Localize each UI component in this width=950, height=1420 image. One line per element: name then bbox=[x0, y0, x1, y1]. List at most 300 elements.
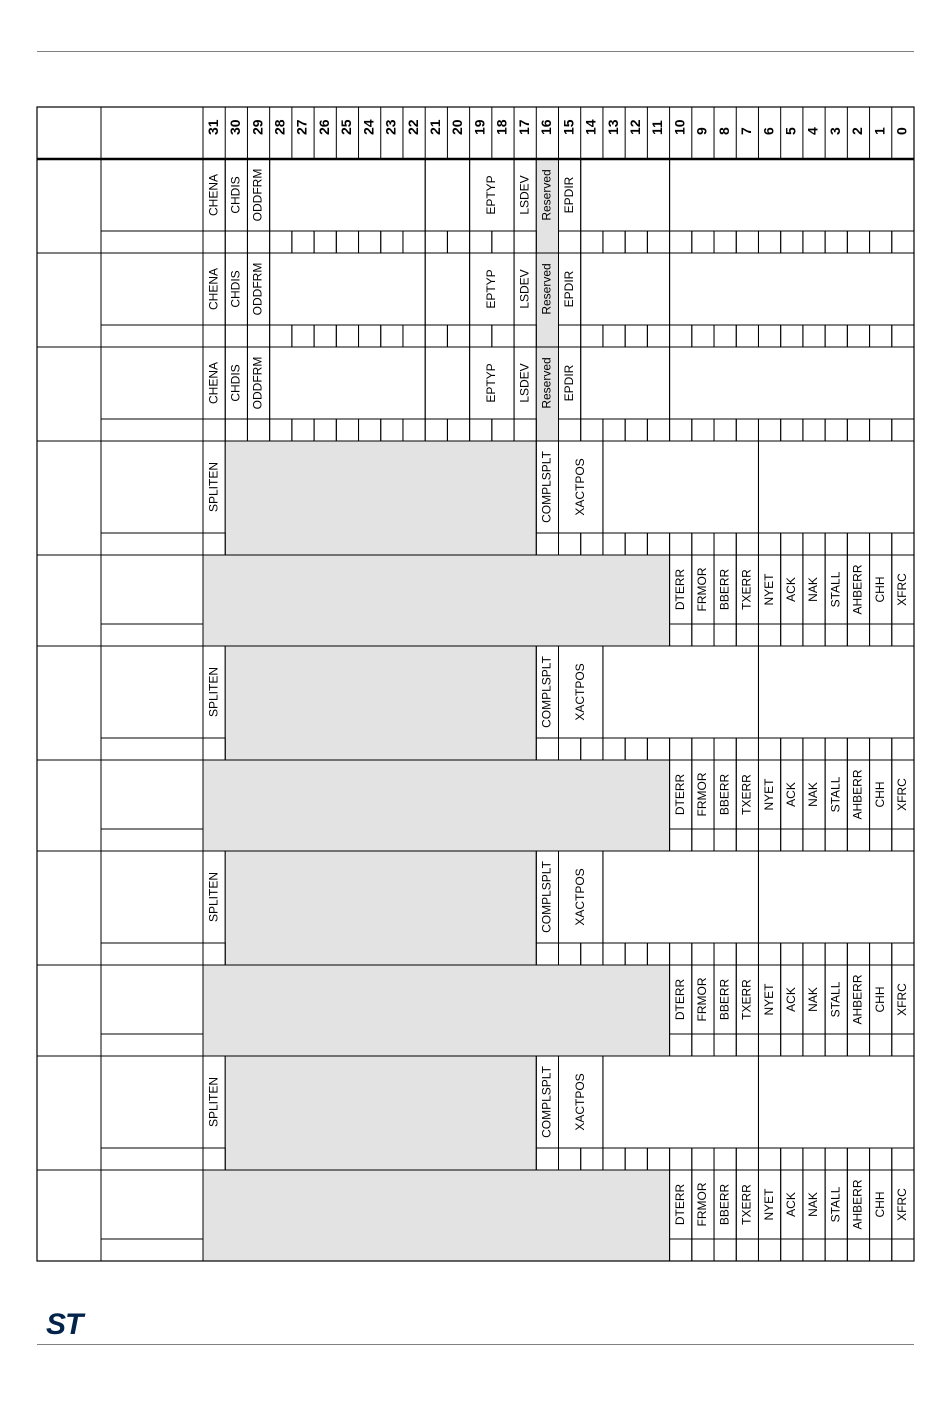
access-cell bbox=[847, 533, 869, 555]
access-cell bbox=[670, 419, 692, 441]
field-label-nyet: NYET bbox=[761, 573, 776, 606]
access-cell bbox=[847, 943, 869, 965]
offset-cell bbox=[37, 965, 101, 1056]
bit-field bbox=[581, 253, 670, 325]
field-label-xfrc: XFRC bbox=[895, 573, 910, 606]
field-label-chdis: CHDIS bbox=[228, 364, 243, 402]
access-cell bbox=[825, 419, 847, 441]
access-cell bbox=[247, 419, 269, 441]
bit-field bbox=[270, 347, 426, 419]
reserved-field bbox=[203, 760, 670, 851]
access-cell bbox=[203, 231, 225, 253]
access-cell bbox=[314, 231, 336, 253]
field-label-epdir: EPDIR bbox=[561, 364, 576, 402]
access-cell bbox=[870, 1148, 892, 1170]
access-cell bbox=[270, 325, 292, 347]
field-label-txerr: TXERR bbox=[739, 569, 754, 610]
bit-number: 7 bbox=[738, 127, 755, 135]
access-cell bbox=[670, 533, 692, 555]
bit-number: 29 bbox=[249, 119, 266, 135]
access-cell bbox=[581, 943, 603, 965]
access-cell bbox=[314, 325, 336, 347]
field-label-oddfrm: ODDFRM bbox=[250, 356, 265, 410]
access-cell bbox=[758, 1239, 780, 1261]
field-label-spliten: SPLITEN bbox=[206, 461, 221, 513]
access-cell bbox=[647, 231, 669, 253]
field-label-lsdev: LSDEV bbox=[517, 175, 532, 215]
reset-value-cell bbox=[101, 943, 203, 965]
field-label-stall: STALL bbox=[828, 571, 843, 608]
access-cell bbox=[536, 943, 558, 965]
access-cell bbox=[425, 231, 447, 253]
bit-number: 4 bbox=[804, 127, 821, 135]
field-label-eptyp: EPTYP bbox=[484, 269, 499, 309]
field-label-nyet: NYET bbox=[761, 983, 776, 1016]
bit-number: 18 bbox=[493, 119, 510, 135]
access-cell bbox=[203, 419, 225, 441]
access-cell bbox=[825, 738, 847, 760]
access-cell bbox=[892, 829, 914, 851]
access-cell bbox=[625, 1148, 647, 1170]
bit-number: 17 bbox=[515, 119, 532, 135]
access-cell bbox=[336, 231, 358, 253]
access-cell bbox=[670, 943, 692, 965]
access-cell bbox=[470, 325, 492, 347]
access-cell bbox=[559, 943, 581, 965]
access-cell bbox=[892, 738, 914, 760]
field-label-spliten: SPLITEN bbox=[206, 1076, 221, 1128]
field-label-ahberr: AHBERR bbox=[850, 974, 865, 1025]
bit-field bbox=[425, 253, 469, 325]
field-label-stall: STALL bbox=[828, 776, 843, 813]
access-cell bbox=[825, 1239, 847, 1261]
access-cell bbox=[403, 231, 425, 253]
access-cell bbox=[425, 419, 447, 441]
bit-number: 30 bbox=[227, 119, 244, 135]
bit-number: 22 bbox=[404, 119, 421, 135]
offset-cell bbox=[37, 760, 101, 851]
bit-number: 0 bbox=[893, 127, 910, 135]
access-cell bbox=[870, 533, 892, 555]
field-label-complsplt: COMPLSPLT bbox=[539, 656, 554, 728]
field-label-chh: CHH bbox=[872, 986, 887, 1013]
register-name-cell bbox=[101, 965, 203, 1034]
access-cell bbox=[758, 829, 780, 851]
access-cell bbox=[870, 325, 892, 347]
access-cell bbox=[203, 325, 225, 347]
access-cell bbox=[714, 1239, 736, 1261]
access-cell bbox=[781, 1148, 803, 1170]
access-cell bbox=[603, 533, 625, 555]
bit-number: 26 bbox=[315, 119, 332, 135]
field-label-reserved: Reserved bbox=[539, 169, 554, 221]
access-cell bbox=[514, 325, 536, 347]
access-cell bbox=[736, 231, 758, 253]
access-cell bbox=[559, 1148, 581, 1170]
access-cell bbox=[292, 419, 314, 441]
field-label-txerr: TXERR bbox=[739, 774, 754, 815]
access-cell bbox=[647, 1148, 669, 1170]
field-label-chh: CHH bbox=[872, 1191, 887, 1218]
access-cell bbox=[892, 1239, 914, 1261]
access-cell bbox=[781, 829, 803, 851]
access-cell bbox=[647, 943, 669, 965]
access-cell bbox=[736, 325, 758, 347]
access-cell bbox=[892, 624, 914, 646]
field-label-chh: CHH bbox=[872, 781, 887, 808]
access-cell bbox=[714, 624, 736, 646]
bit-field bbox=[758, 1056, 914, 1148]
field-label-frmor: FRMOR bbox=[695, 1182, 710, 1227]
bit-number: 23 bbox=[382, 119, 399, 135]
bit-number: 13 bbox=[604, 119, 621, 135]
access-cell bbox=[403, 325, 425, 347]
field-label-xfrc: XFRC bbox=[895, 1188, 910, 1221]
field-label-txerr: TXERR bbox=[739, 1184, 754, 1225]
field-label-stall: STALL bbox=[828, 1186, 843, 1223]
field-label-bberr: BBERR bbox=[717, 568, 732, 611]
access-cell bbox=[225, 419, 247, 441]
access-cell bbox=[559, 738, 581, 760]
reserved-field bbox=[225, 441, 536, 555]
access-cell bbox=[892, 1034, 914, 1056]
field-label-eptyp: EPTYP bbox=[484, 363, 499, 403]
access-cell bbox=[447, 325, 469, 347]
access-cell bbox=[736, 943, 758, 965]
access-cell bbox=[803, 1148, 825, 1170]
reset-value-cell bbox=[101, 533, 203, 555]
field-label-xfrc: XFRC bbox=[895, 778, 910, 811]
access-cell bbox=[514, 419, 536, 441]
reserved-field bbox=[225, 1056, 536, 1170]
access-cell bbox=[803, 325, 825, 347]
bit-number: 6 bbox=[760, 127, 777, 135]
field-label-ack: ACK bbox=[783, 577, 798, 602]
access-cell bbox=[581, 231, 603, 253]
access-cell bbox=[714, 738, 736, 760]
access-cell bbox=[847, 1239, 869, 1261]
access-cell bbox=[870, 231, 892, 253]
bit-field bbox=[603, 646, 759, 738]
access-cell bbox=[758, 1034, 780, 1056]
offset-cell bbox=[37, 253, 101, 347]
register-name-cell bbox=[101, 1170, 203, 1239]
offset-cell bbox=[37, 1170, 101, 1261]
access-cell bbox=[781, 325, 803, 347]
access-cell bbox=[625, 943, 647, 965]
field-label-xactpos: XACTPOS bbox=[572, 458, 587, 516]
access-cell bbox=[670, 1148, 692, 1170]
access-cell bbox=[736, 1148, 758, 1170]
reserved-field bbox=[225, 646, 536, 760]
field-label-epdir: EPDIR bbox=[561, 176, 576, 214]
access-cell bbox=[381, 231, 403, 253]
access-cell bbox=[670, 738, 692, 760]
st-logo-text: ST bbox=[46, 1310, 83, 1338]
field-label-chena: CHENA bbox=[206, 173, 221, 217]
access-cell bbox=[292, 325, 314, 347]
field-label-epdir: EPDIR bbox=[561, 270, 576, 308]
field-label-ahberr: AHBERR bbox=[850, 769, 865, 820]
access-cell bbox=[359, 419, 381, 441]
access-cell bbox=[825, 1148, 847, 1170]
bit-field bbox=[758, 646, 914, 738]
access-cell bbox=[692, 231, 714, 253]
access-cell bbox=[847, 231, 869, 253]
access-cell bbox=[781, 1034, 803, 1056]
access-cell bbox=[314, 419, 336, 441]
access-cell bbox=[647, 325, 669, 347]
access-cell bbox=[825, 231, 847, 253]
offset-cell bbox=[37, 159, 101, 253]
access-cell bbox=[736, 419, 758, 441]
bit-number: 27 bbox=[293, 119, 310, 135]
bit-number: 24 bbox=[360, 119, 377, 135]
field-label-complsplt: COMPLSPLT bbox=[539, 1066, 554, 1138]
access-cell bbox=[825, 829, 847, 851]
field-label-nak: NAK bbox=[806, 782, 821, 807]
access-cell bbox=[870, 1034, 892, 1056]
register-name-cell bbox=[101, 159, 203, 231]
access-cell bbox=[714, 1148, 736, 1170]
bit-number: 10 bbox=[671, 119, 688, 135]
access-cell bbox=[647, 419, 669, 441]
field-label-xactpos: XACTPOS bbox=[572, 868, 587, 926]
access-cell bbox=[892, 943, 914, 965]
access-cell bbox=[825, 1034, 847, 1056]
access-cell bbox=[225, 325, 247, 347]
access-cell bbox=[692, 943, 714, 965]
access-cell bbox=[603, 325, 625, 347]
access-cell bbox=[247, 231, 269, 253]
bit-field bbox=[758, 851, 914, 943]
bit-number: 11 bbox=[649, 120, 666, 135]
access-cell bbox=[892, 533, 914, 555]
access-cell bbox=[203, 1148, 225, 1170]
access-cell bbox=[803, 533, 825, 555]
access-cell bbox=[559, 231, 581, 253]
access-cell bbox=[758, 1148, 780, 1170]
field-label-ahberr: AHBERR bbox=[850, 1179, 865, 1230]
access-cell bbox=[781, 624, 803, 646]
field-label-chena: CHENA bbox=[206, 361, 221, 405]
access-cell bbox=[359, 325, 381, 347]
access-cell bbox=[714, 231, 736, 253]
bit-number: 20 bbox=[449, 119, 466, 135]
access-cell bbox=[870, 943, 892, 965]
access-cell bbox=[714, 325, 736, 347]
access-cell bbox=[670, 829, 692, 851]
field-label-xactpos: XACTPOS bbox=[572, 663, 587, 721]
access-cell bbox=[225, 231, 247, 253]
field-label-nak: NAK bbox=[806, 577, 821, 602]
access-cell bbox=[758, 738, 780, 760]
bit-number: 21 bbox=[427, 119, 443, 135]
offset-cell bbox=[37, 646, 101, 760]
access-cell bbox=[847, 1034, 869, 1056]
access-cell bbox=[625, 738, 647, 760]
access-cell bbox=[758, 325, 780, 347]
register-name-cell bbox=[101, 347, 203, 419]
access-cell bbox=[781, 943, 803, 965]
field-label-nak: NAK bbox=[806, 1192, 821, 1217]
bit-number: 1 bbox=[871, 127, 888, 135]
access-cell bbox=[870, 419, 892, 441]
field-label-lsdev: LSDEV bbox=[517, 269, 532, 309]
reset-value-cell bbox=[101, 829, 203, 851]
access-cell bbox=[603, 943, 625, 965]
access-cell bbox=[536, 738, 558, 760]
field-label-chena: CHENA bbox=[206, 267, 221, 311]
access-cell bbox=[603, 419, 625, 441]
field-label-spliten: SPLITEN bbox=[206, 666, 221, 718]
access-cell bbox=[803, 1034, 825, 1056]
access-cell bbox=[670, 1239, 692, 1261]
field-label-chdis: CHDIS bbox=[228, 270, 243, 308]
access-cell bbox=[492, 325, 514, 347]
bit-number: 2 bbox=[849, 127, 866, 135]
access-cell bbox=[781, 738, 803, 760]
access-cell bbox=[270, 231, 292, 253]
access-cell bbox=[336, 325, 358, 347]
register-name-cell bbox=[101, 851, 203, 943]
access-cell bbox=[625, 533, 647, 555]
bit-number: 3 bbox=[826, 127, 843, 135]
access-cell bbox=[603, 231, 625, 253]
access-cell bbox=[758, 231, 780, 253]
bit-field bbox=[270, 159, 426, 231]
access-cell bbox=[447, 419, 469, 441]
access-cell bbox=[203, 943, 225, 965]
bit-number: 9 bbox=[693, 127, 710, 135]
access-cell bbox=[803, 1239, 825, 1261]
access-cell bbox=[825, 325, 847, 347]
reserved-field bbox=[203, 555, 670, 646]
access-cell bbox=[803, 231, 825, 253]
access-cell bbox=[714, 829, 736, 851]
access-cell bbox=[803, 829, 825, 851]
offset-cell bbox=[37, 347, 101, 441]
field-label-reserved: Reserved bbox=[539, 263, 554, 315]
bit-field bbox=[603, 851, 759, 943]
access-cell bbox=[625, 419, 647, 441]
reset-value-cell bbox=[101, 1034, 203, 1056]
register-name-cell bbox=[101, 441, 203, 533]
field-label-nak: NAK bbox=[806, 987, 821, 1012]
access-cell bbox=[536, 1148, 558, 1170]
access-cell bbox=[825, 624, 847, 646]
access-cell bbox=[847, 325, 869, 347]
access-cell bbox=[692, 829, 714, 851]
field-label-spliten: SPLITEN bbox=[206, 871, 221, 923]
access-cell bbox=[403, 419, 425, 441]
access-cell bbox=[536, 533, 558, 555]
access-cell bbox=[581, 419, 603, 441]
access-cell bbox=[803, 624, 825, 646]
reset-value-cell bbox=[101, 1148, 203, 1170]
reserved-field bbox=[203, 1170, 670, 1261]
access-cell bbox=[270, 419, 292, 441]
field-label-dterr: DTERR bbox=[672, 1183, 687, 1226]
field-label-ahberr: AHBERR bbox=[850, 564, 865, 615]
bit-number: 15 bbox=[560, 119, 577, 135]
bit-field bbox=[758, 441, 914, 533]
bit-number: 5 bbox=[782, 127, 799, 135]
bit-number: 25 bbox=[338, 119, 355, 135]
bit-field bbox=[603, 441, 759, 533]
register-name-cell bbox=[101, 253, 203, 325]
access-cell bbox=[692, 533, 714, 555]
access-cell bbox=[781, 419, 803, 441]
field-label-bberr: BBERR bbox=[717, 1183, 732, 1226]
field-label-bberr: BBERR bbox=[717, 978, 732, 1021]
access-cell bbox=[203, 533, 225, 555]
offset-cell bbox=[37, 441, 101, 555]
reset-value-cell bbox=[101, 1239, 203, 1261]
bit-number: 8 bbox=[715, 127, 732, 135]
reset-value-cell bbox=[101, 738, 203, 760]
access-cell bbox=[692, 738, 714, 760]
access-cell bbox=[892, 325, 914, 347]
access-cell bbox=[581, 738, 603, 760]
field-label-txerr: TXERR bbox=[739, 979, 754, 1020]
access-cell bbox=[692, 1239, 714, 1261]
access-cell bbox=[603, 1148, 625, 1170]
access-cell bbox=[870, 829, 892, 851]
bit-number: 14 bbox=[582, 119, 599, 135]
reset-value-cell bbox=[101, 231, 203, 253]
access-cell bbox=[292, 231, 314, 253]
access-cell bbox=[625, 231, 647, 253]
access-cell bbox=[692, 624, 714, 646]
access-cell bbox=[692, 1148, 714, 1170]
bit-field bbox=[581, 347, 670, 419]
access-cell bbox=[825, 943, 847, 965]
access-cell bbox=[336, 419, 358, 441]
field-label-ack: ACK bbox=[783, 987, 798, 1012]
access-cell bbox=[758, 419, 780, 441]
access-cell bbox=[647, 738, 669, 760]
access-cell bbox=[847, 624, 869, 646]
reset-value-cell bbox=[101, 419, 203, 441]
access-cell bbox=[692, 325, 714, 347]
field-label-chdis: CHDIS bbox=[228, 176, 243, 214]
access-cell bbox=[870, 738, 892, 760]
access-cell bbox=[847, 738, 869, 760]
field-label-xfrc: XFRC bbox=[895, 983, 910, 1016]
access-cell bbox=[781, 231, 803, 253]
reset-value-cell bbox=[101, 325, 203, 347]
access-cell bbox=[559, 533, 581, 555]
access-cell bbox=[359, 231, 381, 253]
field-label-frmor: FRMOR bbox=[695, 977, 710, 1022]
field-label-xactpos: XACTPOS bbox=[572, 1073, 587, 1131]
field-label-lsdev: LSDEV bbox=[517, 363, 532, 403]
field-label-complsplt: COMPLSPLT bbox=[539, 861, 554, 933]
bit-field bbox=[670, 347, 914, 419]
access-cell bbox=[447, 231, 469, 253]
register-name-cell bbox=[101, 1056, 203, 1148]
bit-field bbox=[270, 253, 426, 325]
access-cell bbox=[647, 533, 669, 555]
field-label-frmor: FRMOR bbox=[695, 567, 710, 612]
reserved-field bbox=[225, 851, 536, 965]
access-cell bbox=[758, 943, 780, 965]
access-cell bbox=[847, 829, 869, 851]
access-cell bbox=[625, 325, 647, 347]
access-cell bbox=[892, 419, 914, 441]
field-label-ack: ACK bbox=[783, 1192, 798, 1217]
